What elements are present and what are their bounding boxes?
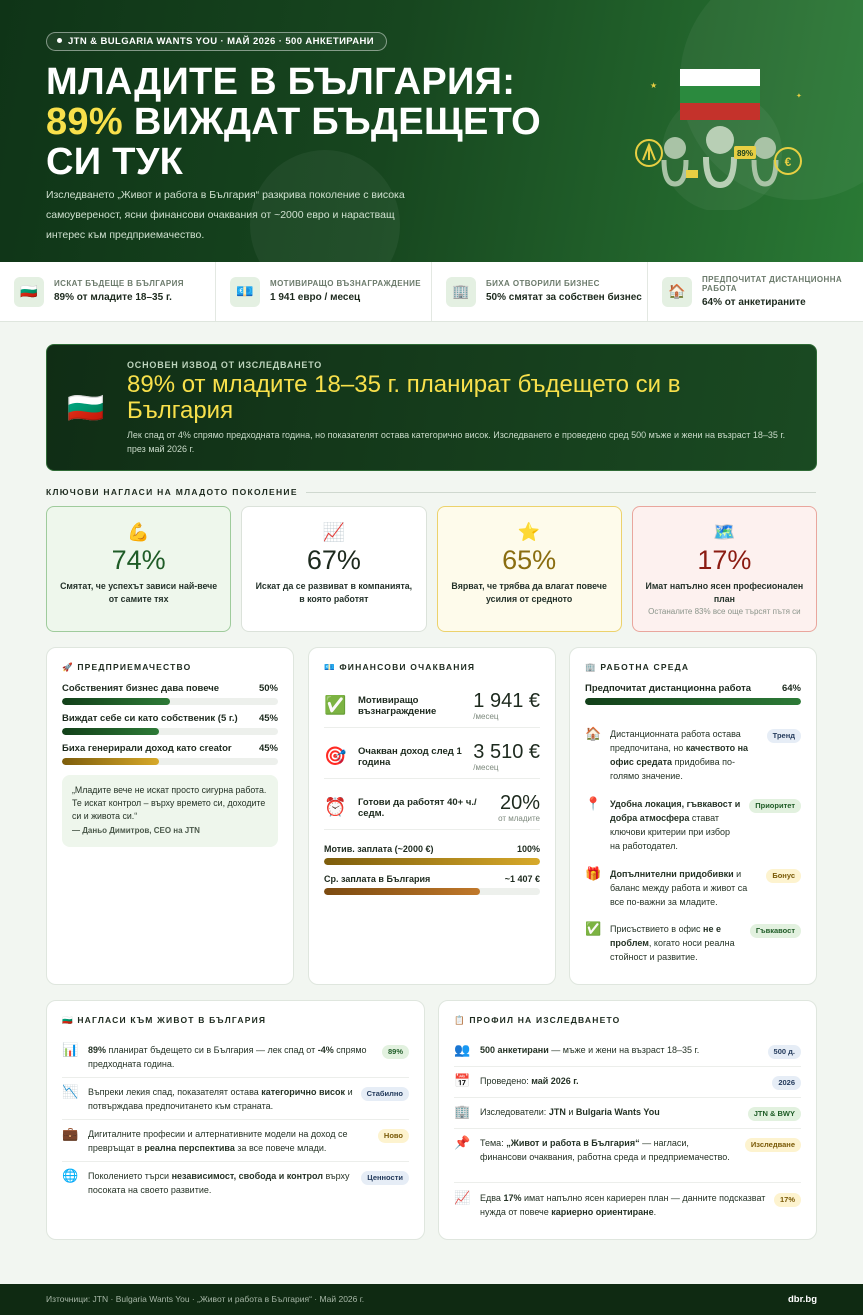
footer-domain-link[interactable]: dbr.bg (787, 1294, 817, 1305)
star-icon: ⭐ (517, 522, 541, 542)
attitude-card (437, 506, 622, 632)
item-text-bold: 17% (503, 1193, 522, 1203)
item-badge: Ново (378, 1129, 409, 1143)
stat-salary (216, 262, 432, 321)
bar-track (62, 698, 278, 705)
key-attitudes-cards (46, 506, 817, 632)
section-title-text: КЛЮЧОВИ НАГЛАСИ НА МЛАДОТО ПОКОЛЕНИЕ (46, 487, 298, 497)
item-text: върху посоката на своето развитие. (88, 1171, 350, 1195)
finance-unit: от младите (498, 813, 540, 823)
item-text: Проведено: (480, 1076, 532, 1086)
people-icon: 👥 (454, 1042, 471, 1057)
bar-track (585, 698, 801, 705)
title-line-3: СИ ТУК (46, 141, 184, 183)
ceo-quote (62, 775, 278, 847)
item-text: Изследователи: (480, 1107, 549, 1117)
attitude-note: Останалите 83% все още търсят пътя си (648, 607, 801, 616)
calendar-icon: 📅 (454, 1073, 471, 1088)
attitude-card (241, 506, 426, 632)
attitude-value: 67% (306, 545, 361, 575)
hero-subtitle: Изследването „Живот и работа в България“ разкрива поколение с висока самоувереност, ясни финансови очаквания от ~2000 евро и нарастващ интерес към предприемачество. (46, 189, 405, 241)
item-badge: Гъвкавост (750, 924, 801, 938)
profile-item (454, 1105, 801, 1129)
finance-value: 1 941 € (473, 689, 540, 712)
life-attitude-item (62, 1043, 409, 1078)
survey-tag-text: JTN & BULGARIA WANTS YOU · МАЙ 2026 · 500 АНКЕТИРАНИ (68, 36, 374, 47)
bar-fill (62, 758, 159, 765)
main-finding-card (46, 344, 817, 471)
life-attitude-item (62, 1085, 409, 1120)
bar-label: Собственият бизнес дава повече (62, 683, 220, 694)
attitude-card (632, 506, 817, 632)
euro-coin-icon: € (784, 155, 792, 169)
stat-label: ИСКАТ БЪДЕЩЕ В БЪЛГАРИЯ (54, 279, 184, 288)
item-text: планират бъдещето си в България — лек спад от (106, 1045, 318, 1055)
item-text: — нагласи, финансови очаквания, работна среда и предприемачество. (480, 1138, 730, 1162)
stat-value: 64% от анкетираните (702, 296, 806, 308)
money-icon: 💶 (230, 277, 260, 307)
item-badge: Бонус (766, 869, 801, 883)
globe-icon: 🌐 (62, 1168, 79, 1183)
item-text: и потвърждава предпочитането към страната. (88, 1087, 353, 1111)
chart-down-icon: 📉 (62, 1084, 79, 1099)
life-attitude-item (62, 1127, 409, 1162)
bar-fill (585, 698, 801, 705)
item-text: Въпреки лекия спад, показателят остава (88, 1087, 262, 1097)
pushpin-icon: 📌 (454, 1135, 471, 1150)
item-text-bold: май 2026 г. (531, 1076, 579, 1086)
remote-work-bar (585, 683, 801, 705)
alarm-clock-icon: ⏰ (324, 797, 347, 817)
entrepreneurship-panel (46, 647, 294, 985)
flexed-biceps-icon: 💪 (127, 522, 150, 542)
stat-future-bg (0, 262, 216, 321)
check-mark-icon: ✅ (585, 921, 602, 936)
panel-title: 🇧🇬 НАГЛАСИ КЪМ ЖИВОТ В БЪЛГАРИЯ (62, 1015, 267, 1025)
entrepreneurship-bar (62, 743, 278, 765)
main-finding-kicker: ОСНОВЕН ИЗВОД ОТ ИЗСЛЕДВАНЕТО (127, 360, 323, 370)
item-badge: Приоритет (749, 799, 801, 813)
stat-business (432, 262, 648, 321)
finance-unit: /месец (473, 762, 499, 772)
finance-value: 20% (499, 791, 540, 814)
footer-sources: Източници: JTN · Bulgaria Wants You · „Живот и работа в България“ · Май 2026 г. (46, 1294, 365, 1304)
bar-value: ~1 407 € (504, 874, 540, 884)
pin-icon: 📍 (585, 796, 602, 811)
item-badge: Тренд (767, 729, 801, 743)
item-text-bold: категорично висок (261, 1087, 346, 1097)
quote-text: „Младите вече не искат просто сигурна работа. Те искат контрол – върху времето си, доходите си и живота си.“ (72, 785, 267, 821)
item-text-bold: качеството на офис средата (610, 743, 749, 767)
office-building-icon: 🏢 (446, 277, 476, 307)
briefcase-icon: 💼 (62, 1126, 79, 1141)
finance-panel (308, 647, 556, 985)
bulgaria-flag-icon: 🇧🇬 (14, 277, 44, 307)
bar-label: Ср. заплата в България (324, 874, 431, 884)
finance-row (324, 684, 540, 728)
survey-tag (46, 32, 387, 51)
profile-item (454, 1043, 801, 1067)
section-title-key-attitudes (46, 487, 816, 497)
target-icon: 🎯 (324, 746, 347, 766)
life-attitude-item (62, 1169, 409, 1204)
bar-track (62, 728, 278, 735)
attitude-text: Искат да се развиват в компанията, в която работят (255, 581, 413, 604)
check-mark-icon: ✅ (324, 695, 347, 715)
item-text-bold: -4% (317, 1045, 334, 1055)
item-text-bold: реална перспектива (144, 1143, 235, 1153)
item-text-bold: „Живот и работа в България“ (506, 1138, 640, 1148)
hero-banner (0, 0, 863, 262)
house-icon: 🏠 (585, 726, 602, 741)
bar-track (324, 858, 540, 865)
item-text: спрямо предходната година. (88, 1045, 367, 1069)
item-text-bold: Удобна локация, гъвкавост и добра атмосфера (610, 799, 741, 823)
bar-label: Мотив. заплата (~2000 €) (324, 844, 434, 854)
work-environment-panel (569, 647, 817, 985)
bar-track (324, 888, 540, 895)
item-text-bold: Bulgaria Wants You (575, 1107, 660, 1117)
office-building-icon: 🏢 (454, 1104, 471, 1119)
stat-label: БИХА ОТВОРИЛИ БИЗНЕС (486, 279, 600, 288)
footer (0, 1284, 863, 1315)
bar-value: 64% (781, 683, 801, 694)
item-badge: Изследване (745, 1138, 801, 1152)
profile-item (454, 1136, 801, 1183)
finance-value: 3 510 € (473, 740, 540, 763)
item-text: — мъже и жени на възраст 18–35 г. (548, 1045, 700, 1055)
bar-chart-icon: 📊 (62, 1042, 79, 1057)
salary-bar (324, 874, 540, 895)
people-flag-illustration (630, 60, 820, 210)
attitude-value: 17% (697, 545, 752, 575)
title-line-2: ВИЖДАТ БЪДЕЩЕТО (122, 101, 542, 143)
chart-up-icon: 📈 (322, 522, 346, 542)
work-env-item (585, 922, 801, 964)
stat-value: 89% от младите 18–35 г. (54, 292, 172, 303)
bar-value: 50% (258, 683, 278, 694)
life-attitudes-panel (46, 1000, 425, 1240)
house-icon: 🏠 (662, 277, 692, 307)
work-env-item (585, 727, 801, 783)
attitude-card (46, 506, 231, 632)
entrepreneurship-bar (62, 683, 278, 705)
item-text: за все повече млади. (234, 1143, 327, 1153)
bulgaria-flag-icon: 🇧🇬 (67, 392, 105, 425)
item-text: и баланс между работа и живот са все по-важни за младите. (610, 869, 748, 907)
item-text-bold: не е проблем (610, 924, 721, 948)
item-text: Тема: (480, 1138, 507, 1148)
work-env-item (585, 797, 801, 853)
item-badge: Ценности (361, 1171, 409, 1185)
item-text: Дистанционната работа остава предпочитана, но (610, 729, 741, 753)
stat-label: МОТИВИРАЩО ВЪЗНАГРАЖДЕНИЕ (270, 279, 422, 288)
item-badge: 89% (382, 1045, 409, 1059)
attitude-text: Смятат, че успехът зависи най-вече от самите тях (60, 581, 218, 604)
chart-up-icon: 📈 (454, 1190, 471, 1205)
item-text: Присъствието в офис (610, 924, 704, 934)
gift-icon: 🎁 (585, 866, 602, 881)
item-badge: 2026 (772, 1076, 801, 1090)
attitude-text: Имат напълно ясен професионален план (645, 581, 804, 604)
item-badge: Стабилно (361, 1087, 409, 1101)
bar-fill (324, 858, 540, 865)
panel-title: 💶 ФИНАНСОВИ ОЧАКВАНИЯ (324, 662, 476, 672)
stats-strip (0, 262, 863, 322)
item-text-bold: 89% (88, 1045, 107, 1055)
bar-fill (62, 728, 159, 735)
item-text: , когато носи реална стойност и развитие. (610, 938, 735, 962)
item-badge: 17% (774, 1193, 801, 1207)
item-text: придобива по-голямо значение. (610, 757, 735, 781)
title-line-1: МЛАДИТЕ В БЪЛГАРИЯ: (46, 61, 516, 103)
item-text: стават ключови критерии при избор на работодател. (610, 813, 731, 851)
profile-item (454, 1191, 801, 1225)
finance-label: Готови да работят 40+ ч./седм. (358, 796, 477, 819)
profile-item (454, 1074, 801, 1098)
main-finding-description: Лек спад от 4% спрямо предходната година, но показателят остава категорично висок. Изследването е проведено сред 500 мъже и жени на възраст 18–35 г. през май 2026 г. (127, 430, 786, 454)
finance-label: Мотивиращо възнаграждение (358, 694, 437, 717)
stat-value: 1 941 евро / месец (270, 292, 361, 303)
panel-title: 🚀 ПРЕДПРИЕМАЧЕСТВО (62, 662, 192, 672)
finance-row (324, 786, 540, 830)
item-text-bold: Допълнителни придобивки (610, 869, 734, 879)
item-text: Едва (480, 1193, 504, 1203)
item-text-bold: независимост, свобода и контрол (171, 1171, 323, 1181)
attitude-value: 65% (502, 545, 557, 575)
item-text-bold: 500 анкетирани (480, 1045, 549, 1055)
bar-label: Биха генерирали доход като creator (62, 743, 232, 754)
bar-track (62, 758, 278, 765)
title-highlight: 89% (46, 101, 123, 143)
item-text: имат напълно ясен кариерен план — данните подсказват нужда от повече (480, 1193, 766, 1217)
stat-value: 50% смятат за собствен бизнес (486, 292, 642, 303)
dot-icon (57, 38, 62, 43)
world-map-icon: 🗺️ (713, 522, 736, 542)
bar-value: 100% (516, 844, 540, 854)
item-text: . (653, 1207, 657, 1217)
bar-fill (62, 698, 170, 705)
illustration-badge: 89% (736, 149, 754, 158)
item-badge: JTN & BWY (748, 1107, 801, 1121)
item-text-bold: кариерно ориентиране (551, 1207, 654, 1217)
page-title (46, 62, 606, 182)
item-badge: 500 д. (768, 1045, 801, 1059)
item-text: Дигиталните професии и алтернативните модели на доход се превръщат в (88, 1129, 348, 1153)
survey-profile-panel (438, 1000, 817, 1240)
item-text: и (565, 1107, 576, 1117)
stat-remote (648, 262, 863, 321)
stat-label: ПРЕДПОЧИТАТ ДИСТАНЦИОННА РАБОТА (702, 274, 843, 293)
panel-title: 🏢 РАБОТНА СРЕДА (585, 662, 690, 672)
finance-row (324, 735, 540, 779)
bar-label: Предпочитат дистанционна работа (585, 683, 751, 694)
item-text-bold: JTN (548, 1107, 566, 1117)
quote-author: — Даньо Димитров, CEO на JTN (72, 826, 200, 835)
bar-value: 45% (258, 713, 278, 724)
bar-value: 45% (258, 743, 278, 754)
divider (306, 492, 816, 493)
bar-label: Виждат себе си като собственик (5 г.) (62, 713, 238, 724)
svg-text:✦: ✦ (796, 93, 802, 100)
finance-label: Очакван доход след 1 година (358, 745, 462, 768)
item-text: Поколението търси (88, 1171, 172, 1181)
work-env-item (585, 867, 801, 909)
finance-unit: /месец (473, 711, 499, 721)
svg-text:★: ★ (650, 81, 658, 90)
entrepreneurship-bar (62, 713, 278, 735)
main-finding-headline: 89% от младите 18–35 г. планират бъдещето си в България (127, 371, 681, 424)
panel-title: 📋 ПРОФИЛ НА ИЗСЛЕДВАНЕТО (454, 1015, 621, 1025)
attitude-value: 74% (111, 545, 166, 575)
attitude-text: Вярват, че трябва да влагат повече усилия от средното (451, 581, 607, 604)
salary-bar (324, 844, 540, 865)
bar-fill (324, 888, 480, 895)
